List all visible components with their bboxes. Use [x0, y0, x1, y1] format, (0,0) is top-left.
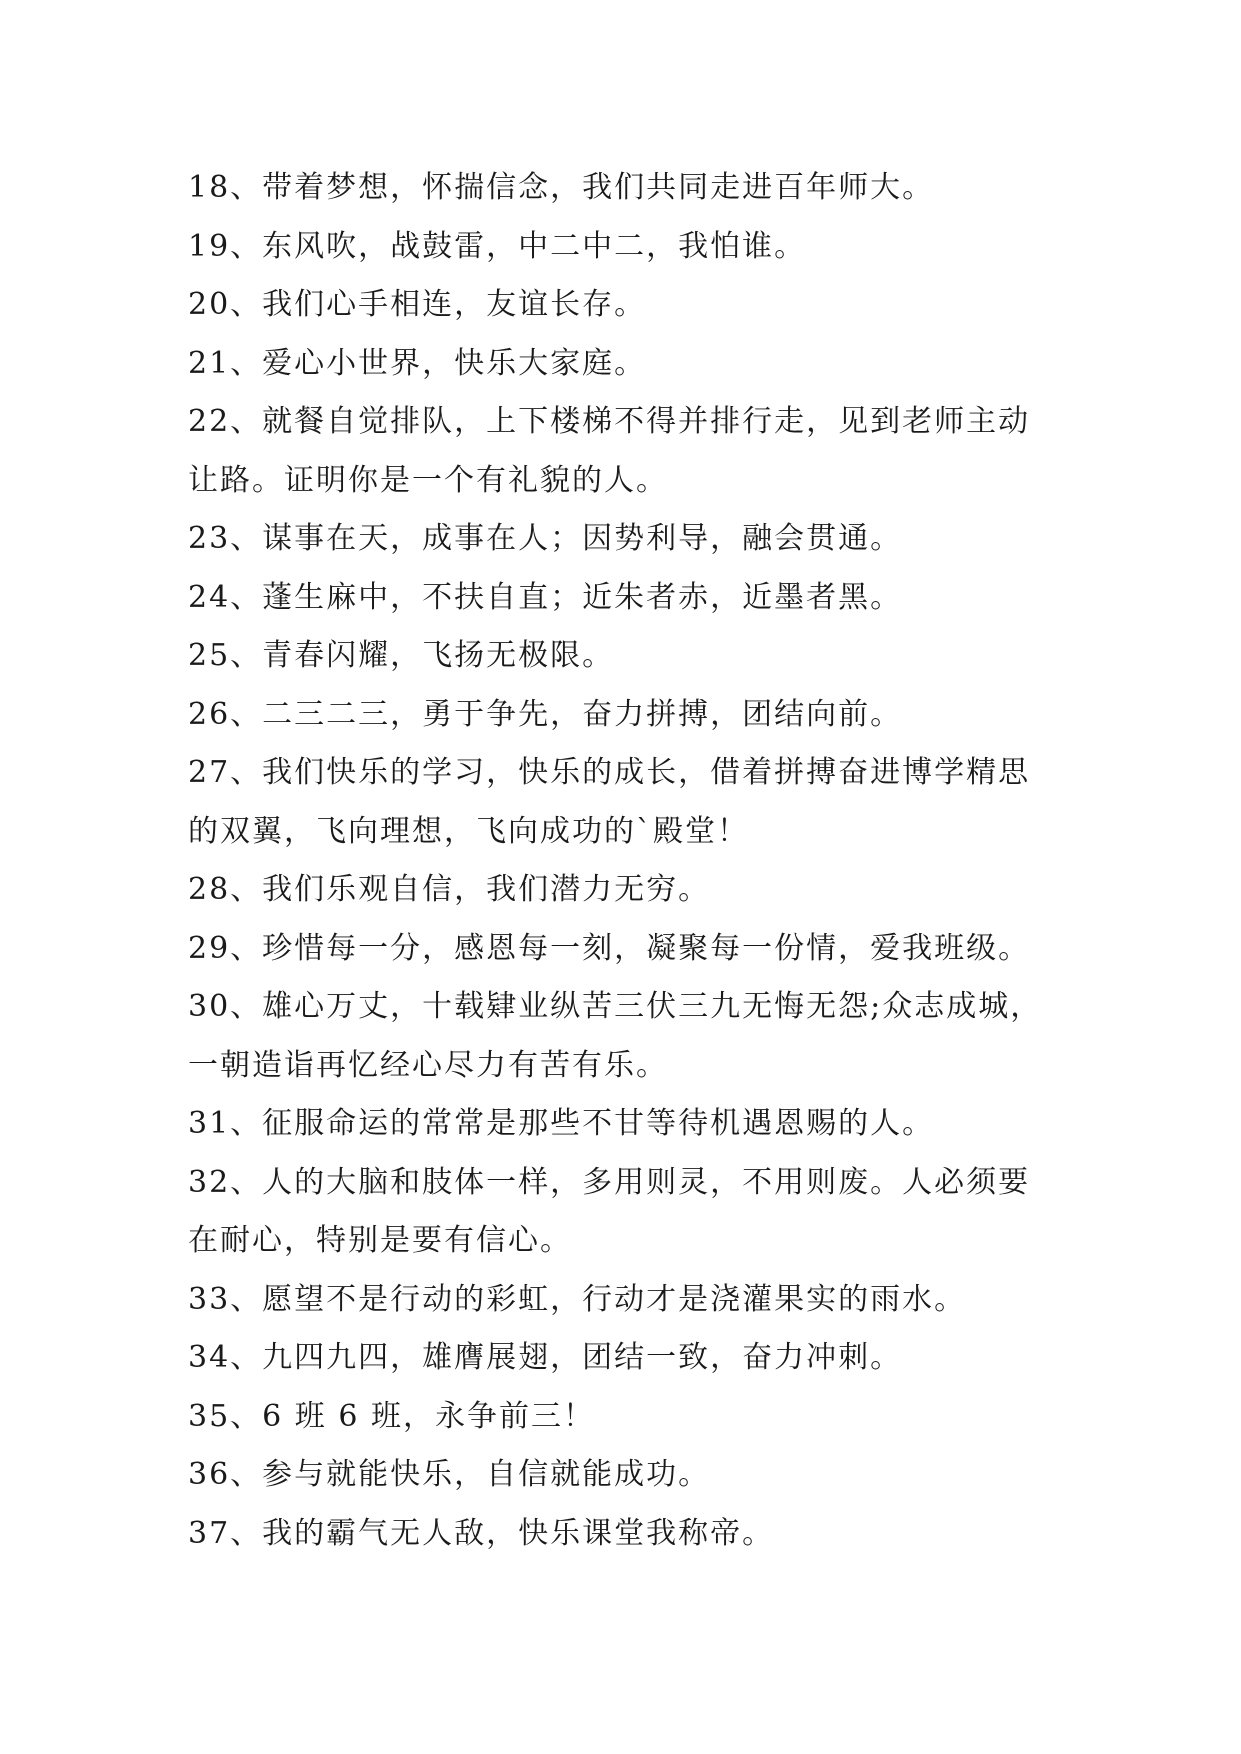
- text-line: 20、我们心手相连，友谊长存。: [188, 287, 647, 322]
- text-line: 19、东风吹，战鼓雷，中二中二，我怕谁。: [188, 228, 807, 264]
- text-line: 28、我们乐观自信，我们潜力无穷。: [188, 872, 711, 907]
- text-line: 23、谋事在天，成事在人；因势利导，融会贯通。: [188, 521, 903, 556]
- text-line: 18、带着梦想，怀揣信念，我们共同走进百年师大。: [188, 170, 935, 205]
- text-line: 21、爱心小世界，快乐大家庭。: [188, 345, 647, 381]
- text-line: 30、雄心万丈，十载肄业纵苦三伏三九无悔无怨;众志成城，: [188, 989, 1043, 1024]
- text-line: 36、参与就能快乐，自信就能成功。: [188, 1457, 711, 1492]
- text-line: 22、就餐自觉排队，上下楼梯不得并排行走，见到老师主动: [188, 404, 1031, 439]
- text-line: 37、我的霸气无人敌，快乐课堂我称帝。: [188, 1515, 775, 1551]
- text-line: 一朝造诣再忆经心尽力有苦有乐。: [188, 1047, 668, 1083]
- text-line: 32、人的大脑和肢体一样，多用则灵，不用则废。人必须要: [188, 1164, 1031, 1200]
- text-line: 在耐心，特别是要有信心。: [188, 1223, 572, 1258]
- document-body: [188, 159, 1088, 1563]
- text-line: 33、愿望不是行动的彩虹，行动才是浇灌果实的雨水。: [188, 1281, 967, 1317]
- text-line: 34、九四九四，雄膺展翅，团结一致，奋力冲刺。: [188, 1340, 903, 1375]
- text-line: 26、二三二三，勇于争先，奋力拼搏，团结向前。: [188, 696, 903, 732]
- text-line: 31、征服命运的常常是那些不甘等待机遇恩赐的人。: [188, 1106, 935, 1141]
- text-line: 29、珍惜每一分，感恩每一刻，凝聚每一份情，爱我班级。: [188, 930, 1031, 966]
- text-line: 35、6 班 6 班，永争前三！: [188, 1398, 595, 1434]
- text-line: 27、我们快乐的学习，快乐的成长，借着拼搏奋进博学精思: [188, 755, 1031, 790]
- text-line: 的双翼，飞向理想，飞向成功的`殿堂！: [188, 813, 749, 849]
- text-line: 24、蓬生麻中，不扶自直；近朱者赤，近墨者黑。: [188, 579, 903, 615]
- text-line: 让路。证明你是一个有礼貌的人。: [188, 462, 668, 498]
- text-line: 25、青春闪耀，飞扬无极限。: [188, 638, 615, 673]
